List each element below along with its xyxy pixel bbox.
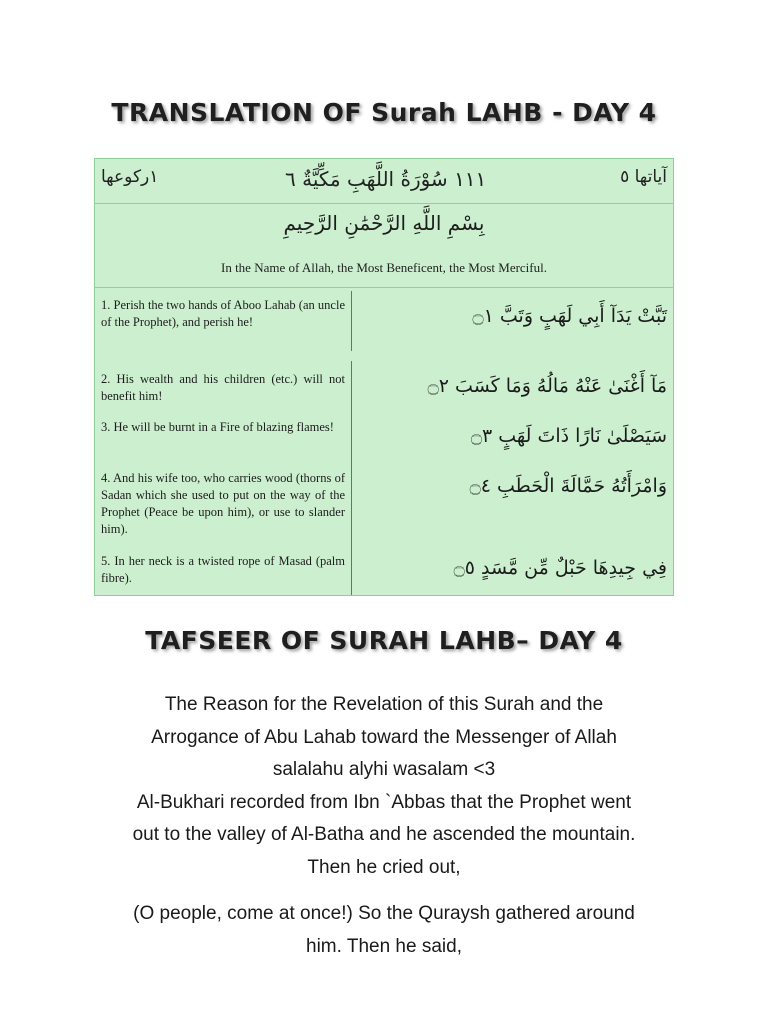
surah-header-row — [95, 159, 673, 204]
text-line: Arrogance of Abu Lahab toward the Messenger of Allah — [151, 726, 617, 748]
text-line: The Reason for the Revelation of this Surah and the — [164, 694, 604, 715]
verse-translation-3: 3. He will be burnt in a Fire of blazing flames! — [101, 420, 334, 434]
verse-arabic-5: فِي جِيدِهَا حَبْلٌ مِّن مَّسَدٍ ۝٥ — [453, 557, 667, 579]
verse-translation-1: 1. Perish the two hands of Aboo Lahab (an uncle of the Prophet), and perish he! — [101, 298, 345, 329]
text-line: salalahu alyhi wasalam <3 — [272, 759, 496, 780]
text-line: Then he cried out, — [307, 856, 461, 878]
text-line: out to the valley of Al-Batha and he ascended the mountain. — [132, 824, 636, 845]
verse-arabic-1: تَبَّتْ يَدَآ أَبِي لَهَبٍ وَتَبَّ ۝١ — [472, 305, 667, 327]
text-line: (O people, come at once!) So the Quraysh gathered around — [133, 903, 635, 924]
surah-title-arabic: ١١١ سُوْرَةُ اللَّهَبِ مَكِّيَّةٌ ٦ — [285, 167, 487, 191]
ruku-count: ١ركوعها — [101, 167, 159, 187]
text-line: Al-Bukhari recorded from Ibn `Abbas that the Prophet went — [136, 791, 632, 813]
verse-translation-2: 2. His wealth and his children (etc.) will not benefit him! — [101, 372, 345, 403]
verse-arabic-4: وَامْرَأَتُهُ حَمَّالَةَ الْحَطَبِ ۝٤ — [469, 475, 667, 497]
verse-arabic-3: سَيَصْلَىٰ نَارًا ذَاتَ لَهَبٍ ۝٣ — [470, 425, 667, 447]
tafseer-heading: TAFSEER OF SURAH LAHB– DAY 4 — [145, 626, 623, 655]
column-divider — [351, 361, 352, 595]
section-divider — [95, 287, 673, 288]
text-line: him. Then he said, — [306, 935, 462, 957]
ayah-count: آياتها ٥ — [620, 167, 667, 187]
bismillah-english: In the Name of Allah, the Most Beneficent, the Most Merciful. — [220, 260, 547, 275]
tafseer-paragraph-1 — [84, 689, 684, 884]
bismillah-arabic: بِسْمِ اللَّهِ الرَّحْمَٰنِ الرَّحِيمِ — [283, 211, 485, 235]
verse-translation-4: 4. And his wife too, who carries wood (thorns of Sadan which she used to put on the way of the Prophet (Peace be upon him), or use to slander him). — [101, 471, 345, 536]
verse-translation-5: 5. In her neck is a twisted rope of Masad (palm fibre). — [101, 554, 345, 585]
surah-table — [94, 158, 674, 596]
translation-heading: TRANSLATION OF Surah LAHB - DAY 4 — [111, 98, 657, 127]
verse-arabic-2: مَآ أَغْنَىٰ عَنْهُ مَالُهُ وَمَا كَسَبَ ۝٢ — [427, 375, 667, 397]
column-divider — [351, 291, 352, 351]
tafseer-paragraph-2 — [84, 898, 684, 963]
